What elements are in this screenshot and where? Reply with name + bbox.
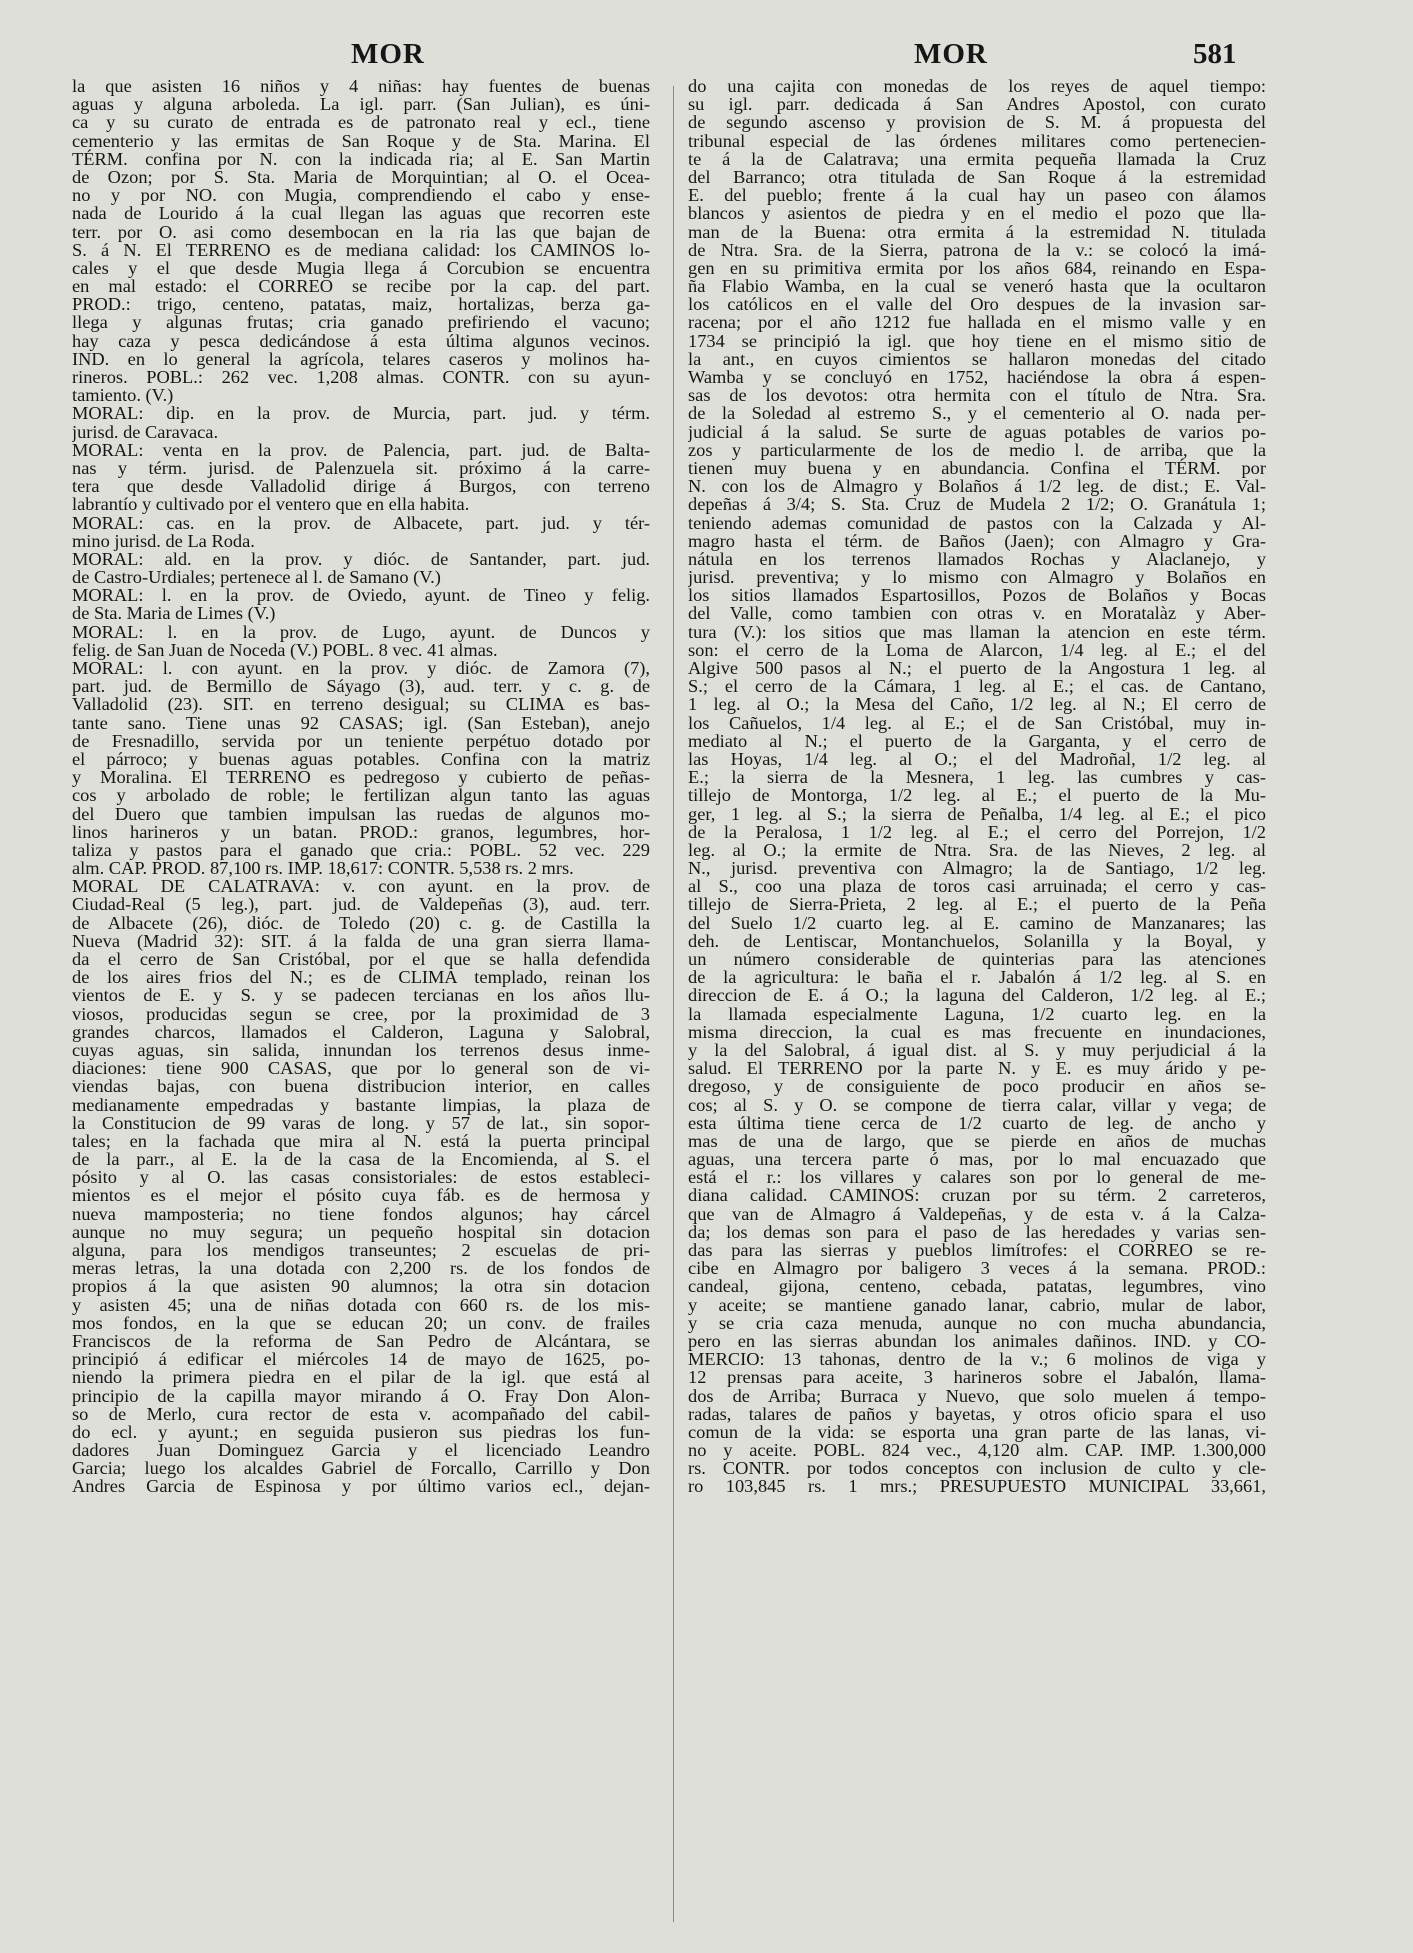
text-line: do una cajita con monedas de los reyes de aquel tiempo: (688, 77, 1266, 96)
text-line: direccion de E. á O.; la laguna del Calderon, 1/2 leg. al E.; (688, 985, 1266, 1006)
text-line: da el cerro de San Cristóbal, por el que se halla defendida (72, 949, 650, 969)
text-line: tienen muy buena y en abundancia. Confina el TÉRM. por (688, 457, 1266, 478)
text-line: tribunal especial de las órdenes militares como pertenecien- (688, 130, 1266, 151)
text-line: hay caza y pesca dedicándose á esta última algunos vecinos. (72, 330, 650, 351)
text-line: mientos es el mejor el pósito cuya fáb. es de hermosa y (72, 1185, 650, 1206)
text-line: un número considerable de quinterias para las atenciones (688, 949, 1266, 969)
text-line: de Albacete (26), dióc. de Toledo (20) c. g. de Castilla la (72, 912, 650, 933)
right-column (688, 77, 1266, 1927)
text-line: MERCIO: 13 tahonas, dentro de la v.; 6 molinos de viga y (688, 1349, 1266, 1370)
text-line: mas de una de largo, que se pierde en años de muchas (688, 1130, 1266, 1151)
text-line: principió á edificar el miércoles 14 de mayo de 1625, po- (72, 1349, 650, 1370)
text-line: taliza y pastos para el ganado que cria.: POBL. 52 vec. 229 (72, 839, 650, 860)
text-line: dadores Juan Dominguez Garcia y el licenciado Leandro (72, 1440, 650, 1461)
text-line: cementerio y las ermitas de San Roque y de Sta. Marina. El (72, 130, 650, 151)
text-line: está el r.: los villares y calares son por lo general de me- (688, 1167, 1266, 1188)
text-line: labrantío y cultivado por el ventero que en ella habita. (72, 494, 470, 515)
text-line: nas y térm. jurisd. de Palenzuela sit. próximo á la carre- (72, 457, 650, 478)
text-line: del Valle, como tambien con otras v. en Moratalàz y Aber- (688, 603, 1266, 624)
text-line: de segundo ascenso y provision de S. M. á propuesta del (688, 112, 1266, 133)
text-line: no y por NO. con Mugia, comprendiendo el cabo y ense- (72, 185, 650, 206)
text-line: y Moralina. El TERRENO es pedregoso y cubierto de peñas- (72, 767, 650, 788)
column-divider (673, 86, 674, 1922)
text-line: deh. de Lentiscar, Montanchuelos, Solanilla y la Boyal, y (688, 930, 1266, 951)
text-line: grandes charcos, llamados el Calderon, Laguna y Salobral, (72, 1021, 650, 1042)
text-line: mos fondos, en la que se educan 20; un conv. de frailes (72, 1312, 650, 1333)
text-line: la que asisten 16 niños y 4 niñas: hay fuentes de buenas (72, 77, 650, 96)
text-line: teniendo ademas comunidad de pastos con la Calzada y Al- (688, 512, 1266, 533)
text-line: aguas y alguna arboleda. La igl. parr. (San Julian), es úni- (72, 94, 650, 115)
text-line: rs. CONTR. por todos conceptos con inclusion de culto y cle- (688, 1458, 1266, 1479)
text-line: Wamba y se concluyó en 1752, haciéndose la obra á espen- (688, 367, 1266, 387)
text-line: tillejo de Sierra-Prieta, 2 leg. al E.; el puerto de la Peña (688, 894, 1266, 915)
text-line: N., jurisd. preventiva con Almagro; la de Santiago, 1/2 leg. (688, 858, 1266, 879)
text-line: so de Merlo, cura rector de esta v. acompañado del cabil- (72, 1403, 650, 1424)
text-line: ña Flabio Wamba, en la cual se veneró hasta que la ocultaron (688, 276, 1266, 297)
text-line: dregoso, y de consiguiente de poco producir en años se- (688, 1076, 1266, 1097)
text-line: N. con los de Almagro y Bolaños á 1/2 leg. de dist.; E. Val- (688, 476, 1266, 497)
text-line: nueva mamposteria; no tiene fondos algunos; hay cárcel (72, 1203, 650, 1224)
text-line: Andres Garcia de Espinosa y por último varios ecl., dejan- (72, 1476, 650, 1497)
text-line: part. jud. de Bermillo de Sáyago (3), aud. terr. y c. g. de (72, 676, 650, 697)
text-line: felig. de San Juan de Noceda (V.) POBL. 8 vec. 41 almas. (72, 639, 498, 660)
text-line: MORAL: l. con ayunt. en la prov. y dióc. de Zamora (7), (72, 658, 650, 678)
text-line: la Constitucion de 99 varas de long. y 57 de lat., sin sopor- (72, 1112, 650, 1133)
text-line: jurisd. de Caravaca. (72, 421, 219, 442)
text-line: blancos y asientos de piedra y en el medio el pozo que lla- (688, 203, 1266, 224)
text-line: viosos, producidas segun se cree, por la proximidad de 3 (72, 1003, 650, 1024)
text-line: te á la de Calatrava; una ermita pequeña llamada la Cruz (688, 148, 1266, 169)
text-line: de Fresnadillo, servida por un teniente perpétuo dotado por (72, 730, 650, 751)
text-line: salud. El TERRENO por la parte N. y E. es muy árido y pe- (688, 1058, 1266, 1079)
text-line: judicial á la salud. Se surte de aguas potables de varios po- (688, 421, 1266, 442)
text-line: Franciscos de la reforma de San Pedro de Alcántara, se (72, 1330, 650, 1351)
text-line: PROD.: trigo, centeno, patatas, maiz, hortalizas, berza ga- (72, 294, 650, 315)
text-line: linos harineros y un batan. PROD.: granos, legumbres, hor- (72, 821, 650, 842)
text-line: niendo la primera piedra en el pilar de la igl. que está al (72, 1367, 650, 1388)
text-line: comun de la vida: se esporta una gran parte de las lanas, vi- (688, 1421, 1266, 1442)
text-line: aunque no muy segura; un pequeño hospital sin dotacion (72, 1221, 650, 1242)
text-line: en mal estado: el CORREO se recibe por la cap. del part. (72, 276, 650, 297)
text-line: MORAL: dip. en la prov. de Murcia, part. jud. y térm. (72, 403, 650, 424)
text-line: que van de Almagro á Valdepeñas, y de esta v. á la Calza- (688, 1203, 1266, 1224)
text-line: E.; la sierra de la Mesnera, 1 leg. las cumbres y cas- (688, 767, 1266, 788)
page-number: 581 (1193, 38, 1237, 70)
text-line: S.; el cerro de la Cámara, 1 leg. al E.; el cas. de Cantano, (688, 676, 1266, 697)
text-line: de la Soledad al estremo S., y el cementerio al O. nada per- (688, 403, 1266, 424)
text-line: llega y algunas frutas; cria ganado prefiriendo el vacuno; (72, 312, 650, 333)
text-line: zos y particularmente de los de medio l. de arriba, que la (688, 439, 1266, 460)
text-line: IND. en lo general la agrícola, telares caseros y molinos ha- (72, 348, 650, 369)
text-line: esta última tiene cerca de 1/2 cuarto de leg. de ancho y (688, 1112, 1266, 1133)
text-line: viendas bajas, con buena distribucion interior, en calles (72, 1076, 650, 1097)
text-line: tura (V.): los sitios que mas llaman la atencion en este térm. (688, 621, 1266, 642)
text-line: de los aires frios del N.; es de CLIMA templado, reinan los (72, 967, 650, 988)
text-line: tales; en la fachada que mira al N. está la puerta principal (72, 1130, 650, 1151)
text-line: Algive 500 pasos al N.; el puerto de la Angostura 1 leg. al (688, 658, 1266, 678)
text-line: los sitios llamados Espartosillos, Pozos de Bolaños y Bocas (688, 585, 1266, 606)
text-line: cos; al S. y O. se compone de tierra calar, villar y vega; de (688, 1094, 1266, 1115)
text-line: nada de Lourido á la cual llegan las aguas que recorren este (72, 203, 650, 224)
text-line: radas, talares de paños y bayetas, y otros oficio spara el uso (688, 1403, 1266, 1424)
text-line: tamiento. (V.) (72, 385, 174, 406)
text-line: su igl. parr. dedicada á San Andres Apostol, con curato (688, 94, 1266, 115)
text-line: meras letras, la una dotada con 2,200 rs. de los fondos de (72, 1258, 650, 1279)
text-line: ger, 1 leg. al S.; la sierra de Peñalba, 1/4 leg. al E.; el pico (688, 803, 1266, 824)
text-line: nátula en los terrenos llamados Rochas y Alaclanejo, y (688, 548, 1266, 569)
text-line: la ant., en cuyos cimientos se hallaron monedas del citado (688, 348, 1266, 369)
text-line: del Barranco; otra titulada de San Roque á la estremidad (688, 166, 1266, 187)
text-line: ro 103,845 rs. 1 mrs.; PRESUPUESTO MUNICIPAL 33,661, (688, 1476, 1266, 1497)
text-line: de la Peralosa, 1 1/2 leg. al E.; el cerro del Porrejon, 1/2 (688, 821, 1266, 842)
text-line: dos de Arriba; Burraca y Nuevo, que solo muelen á tempo- (688, 1385, 1266, 1406)
text-line: mino jurisd. de La Roda. (72, 530, 255, 551)
text-line: no y aceite. POBL. 824 vec., 4,120 alm. CAP. IMP. 1.300,000 (688, 1440, 1266, 1461)
text-line: misma direccion, la cual es mas frecuente en inundaciones, (688, 1021, 1266, 1042)
text-line: Garcia; luego los alcaldes Gabriel de Forcallo, Carrillo y Don (72, 1458, 650, 1479)
text-line: el párroco; y buenas aguas potables. Confina con la matriz (72, 748, 650, 769)
text-line: rineros. POBL.: 262 vec. 1,208 almas. CONTR. con su ayun- (72, 367, 650, 387)
text-line: mediato al N.; el puerto de la Garganta, y el cerro de (688, 730, 1266, 751)
text-line: pero en las sierras abundan los animales dañinos. IND. y CO- (688, 1330, 1266, 1351)
text-line: cuyas aguas, sin salida, innundan los terrenos desus inme- (72, 1039, 650, 1060)
text-line: aguas, una tercera parte ó mas, por lo mal encuazado que (688, 1149, 1266, 1170)
text-line: Valladolid (23). SIT. en terreno desigual; su CLIMA es bas- (72, 694, 650, 715)
text-line: jurisd. preventiva; y lo mismo con Almagro y Bolaños en (688, 567, 1266, 588)
text-line: gen en su primitiva ermita por los años 684, reinando en Espa- (688, 257, 1266, 278)
text-line: diana calidad. CAMINOS: cruzan por su térm. 2 carreteros, (688, 1185, 1266, 1206)
text-line: Nueva (Madrid 32): SIT. á la falda de una gran sierra llama- (72, 930, 650, 951)
text-line: man de la Buena: otra ermita á la estremidad N. titulada (688, 221, 1266, 242)
text-line: pósito y al O. las casas consistoriales: de estos estableci- (72, 1167, 650, 1188)
text-line: 12 prensas para aceite, 3 harineros sobre el Jabalón, llama- (688, 1367, 1266, 1388)
text-line: los católicos en el valle del Oro despues de la invasion sar- (688, 294, 1266, 315)
text-line: da; los demas son para el paso de las heredades y varias sen- (688, 1221, 1266, 1242)
text-line: medianamente empedradas y bastante limpias, la plaza de (72, 1094, 650, 1115)
text-line: cibe en Almagro por baligero 3 veces á la semana. PROD.: (688, 1258, 1266, 1279)
text-line: MORAL DE CALATRAVA: v. con ayunt. en la prov. de (72, 876, 650, 897)
text-line: vientos de E. y S. y se padecen tercianas en los años llu- (72, 985, 650, 1006)
text-line: ca y su curato de entrada es de patronato real y ecl., tiene (72, 112, 650, 133)
text-line: del Suelo 1/2 cuarto leg. al E. camino de Manzanares; las (688, 912, 1266, 933)
text-line: de Sta. Maria de Limes (V.) (72, 603, 276, 624)
text-line: MORAL: venta en la prov. de Palencia, part. jud. de Baltа- (72, 439, 650, 460)
text-line: leg. al O.; la ermite de Ntra. Sra. de las Nieves, 2 leg. al (688, 839, 1266, 860)
text-line: tante sano. Tiene unas 92 CASAS; igl. (San Esteban), anejo (72, 712, 650, 733)
left-column (72, 77, 650, 1927)
text-line: racena; por el año 1212 fue hallada en el mismo valle y en (688, 312, 1266, 333)
text-line: del Duero que tambien impulsan las ruedas de algunos mo- (72, 803, 650, 824)
text-line: magro hasta el térm. de Baños (Jaen); con Almagro y Gra- (688, 530, 1266, 551)
text-line: TÉRM. confina por N. con la indicada ria; al E. San Martin (72, 148, 650, 169)
text-line: de Castro-Urdiales; pertenece al l. de Samano (V.) (72, 567, 441, 588)
text-line: tillejo de Montorga, 1/2 leg. al E.; el puerto de la Mu- (688, 785, 1266, 806)
text-line: y la del Salobral, á igual dist. al S. y muy perjudicial á la (688, 1039, 1266, 1060)
text-line: y se cria caza menuda, aunque no con mucha abundancia, (688, 1312, 1266, 1333)
text-line: das para las sierras y pueblos limítrofes: el CORREO se re- (688, 1240, 1266, 1260)
text-line: 1734 se principió la igl. que hoy tiene en el mismo sitio de (688, 330, 1266, 351)
text-line: de la parr., al E. la de la casa de la Encomienda, al S. el (72, 1149, 650, 1170)
text-line: S. á N. El TERRENO es de mediana calidad: los CAMINOS lo- (72, 239, 650, 260)
text-line: son: el cerro de la Loma de Alarcon, 1/4 leg. al E.; el del (688, 639, 1266, 660)
text-line: MORAL: l. en la prov. de Oviedo, ayunt. de Tineo y felig. (72, 585, 650, 606)
text-line: principio de la capilla mayor mirando á O. Fray Don Alon- (72, 1385, 650, 1406)
text-line: candeal, gijona, centeno, cebada, patatas, legumbres, vino (688, 1276, 1266, 1297)
text-line: E. del pueblo; frente á la cual hay un paseo con álamos (688, 185, 1266, 206)
text-line: cos y arbolado de roble; le fertilizan algun tanto las aguas (72, 785, 650, 806)
text-line: diaciones: tiene 900 CASAS, que por lo general son de vi- (72, 1058, 650, 1079)
running-head-left: MOR (351, 38, 425, 70)
text-line: los Cañuelos, 1/4 leg. al E.; el de San Cristóbal, muy in- (688, 712, 1266, 733)
text-line: de la agricultura: le baña el r. Jabalón á 1/2 leg. al S. en (688, 967, 1266, 988)
text-line: y asisten 45; una de niñas dotada con 660 rs. de los mis- (72, 1294, 650, 1315)
text-line: sas de los devotos: otra hermita con el título de Ntra. Sra. (688, 385, 1266, 406)
text-line: las Hoyas, 1/4 leg. al O.; el del Madroñal, 1/2 leg. al (688, 748, 1266, 769)
text-line: y aceite; se mantiene ganado lanar, cabrio, mular de labor, (688, 1294, 1266, 1315)
text-line: alm. CAP. PROD. 87,100 rs. IMP. 18,617: CONTR. 5,538 rs. 2 mrs. (72, 858, 574, 879)
text-line: do ecl. y ayunt.; en seguida pusieron sus piedras los fun- (72, 1421, 650, 1442)
text-line: de Ozon; por S. Sta. Maria de Morquintian; al O. el Ocea- (72, 166, 650, 187)
text-line: MORAL: l. en la prov. de Lugo, ayunt. de Duncos y (72, 621, 650, 642)
text-line: alguna, para los mendigos transeuntes; 2 escuelas de pri- (72, 1240, 650, 1260)
running-head-right: MOR (914, 38, 988, 70)
text-line: propios á la que asisten 90 alumnos; la otra sin dotacion (72, 1276, 650, 1297)
text-line: depeñas á 3/4; S. Sta. Cruz de Mudela 2 1/2; O. Granátula 1; (688, 494, 1266, 515)
text-line: la llamada especialmente Laguna, 1/2 cuarto leg. en la (688, 1003, 1266, 1024)
text-line: terr. por O. asi como desembocan en la ria las que bajan de (72, 221, 650, 242)
text-line: Ciudad-Real (5 leg.), part. jud. de Valdepeñas (3), aud. terr. (72, 894, 650, 915)
text-line: al S., coo una plaza de toros casi arruinada; el cerro y cas- (688, 876, 1266, 897)
text-line: MORAL: ald. en la prov. y dióc. de Santander, part. jud. (72, 548, 650, 569)
text-line: MORAL: cas. en la prov. de Albacete, part. jud. y tér- (72, 512, 650, 533)
text-line: 1 leg. al O.; la Mesa del Caño, 1/2 leg. al N.; El cerro de (688, 694, 1266, 715)
text-line: cales y el que desde Mugia llega á Corcubion se encuentra (72, 257, 650, 278)
text-line: de Ntra. Sra. de la Sierra, patrona de la v.: se colocó la imá- (688, 239, 1266, 260)
text-line: tera que desde Valladolid dirige á Burgos, con terreno (72, 476, 650, 497)
